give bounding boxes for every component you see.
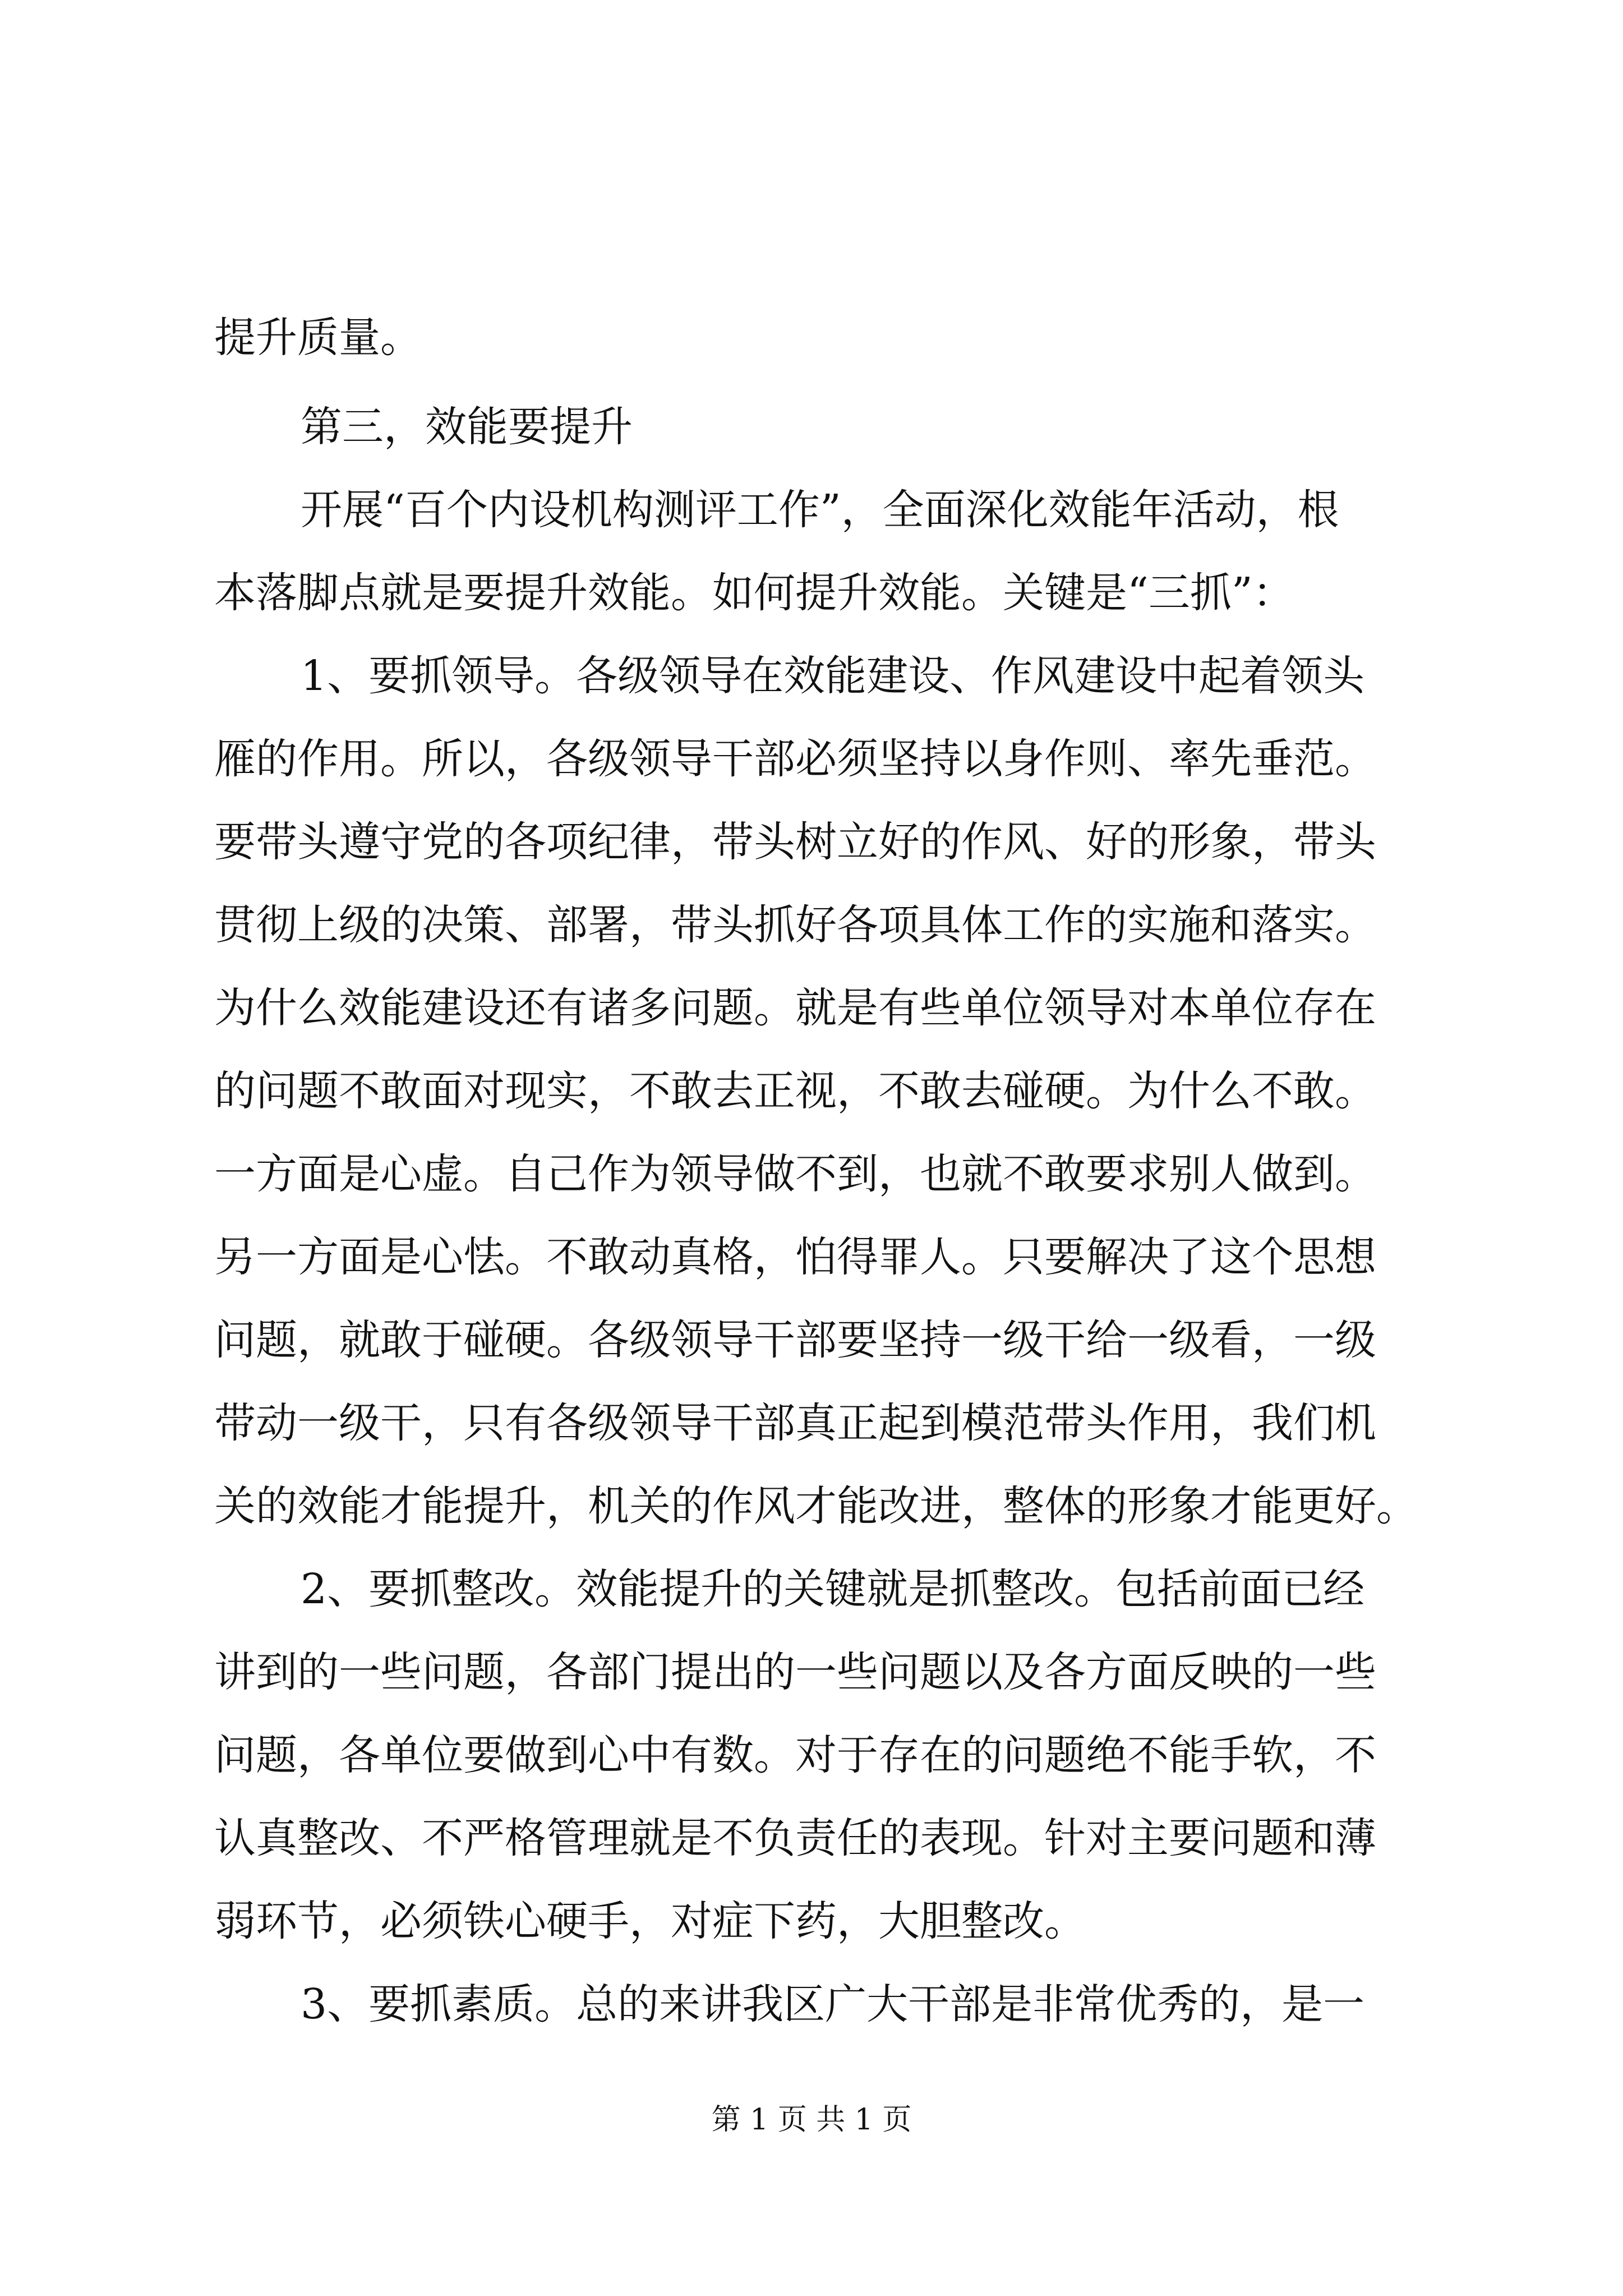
text-line: 带动一级干，只有各级领导干部真正起到模范带头作用，我们机 bbox=[214, 1399, 1376, 1447]
text-line: 为什么效能建设还有诸多问题。就是有些单位领导对本单位存在 bbox=[214, 984, 1376, 1032]
text-line: 问题，就敢于碰硬。各级领导干部要坚持一级干给一级看，一级 bbox=[214, 1316, 1376, 1364]
text-line: 问题，各单位要做到心中有数。对于存在的问题绝不能手软，不 bbox=[214, 1731, 1376, 1779]
text-line: 另一方面是心怯。不敢动真格，怕得罪人。只要解决了这个思想 bbox=[214, 1233, 1376, 1281]
text-line: 3、要抓素质。总的来讲我区广大干部是非常优秀的，是一 bbox=[301, 1980, 1365, 2028]
text-line: 要带头遵守党的各项纪律，带头树立好的作风、好的形象，带头 bbox=[214, 818, 1376, 866]
text-line: 1、要抓领导。各级领导在效能建设、作风建设中起着领头 bbox=[301, 652, 1365, 700]
text-line: 关的效能才能提升，机关的作风才能改进，整体的形象才能更好。 bbox=[214, 1482, 1418, 1530]
section-heading: 第三，效能要提升 bbox=[301, 403, 633, 451]
text-line: 2、要抓整改。效能提升的关键就是抓整改。包括前面已经 bbox=[301, 1565, 1365, 1613]
text-line: 开展“百个内设机构测评工作”，全面深化效能年活动，根 bbox=[301, 486, 1339, 534]
text-line: 的问题不敢面对现实，不敢去正视，不敢去碰硬。为什么不敢。 bbox=[214, 1067, 1376, 1115]
text-line: 本落脚点就是要提升效能。如何提升效能。关键是“三抓”： bbox=[214, 569, 1294, 617]
text-line: 讲到的一些问题，各部门提出的一些问题以及各方面反映的一些 bbox=[214, 1648, 1376, 1696]
text-line: 认真整改、不严格管理就是不负责任的表现。针对主要问题和薄 bbox=[214, 1814, 1376, 1862]
text-line: 贯彻上级的决策、部署，带头抓好各项具体工作的实施和落实。 bbox=[214, 901, 1376, 949]
text-line: 提升质量。 bbox=[214, 314, 422, 362]
page-footer: 第 1 页 共 1 页 bbox=[711, 2103, 912, 2137]
text-line: 雁的作用。所以，各级领导干部必须坚持以身作则、率先垂范。 bbox=[214, 735, 1376, 783]
text-line: 一方面是心虚。自己作为领导做不到，也就不敢要求别人做到。 bbox=[214, 1150, 1376, 1198]
text-line: 弱环节，必须铁心硬手，对症下药，大胆整改。 bbox=[214, 1897, 1086, 1945]
